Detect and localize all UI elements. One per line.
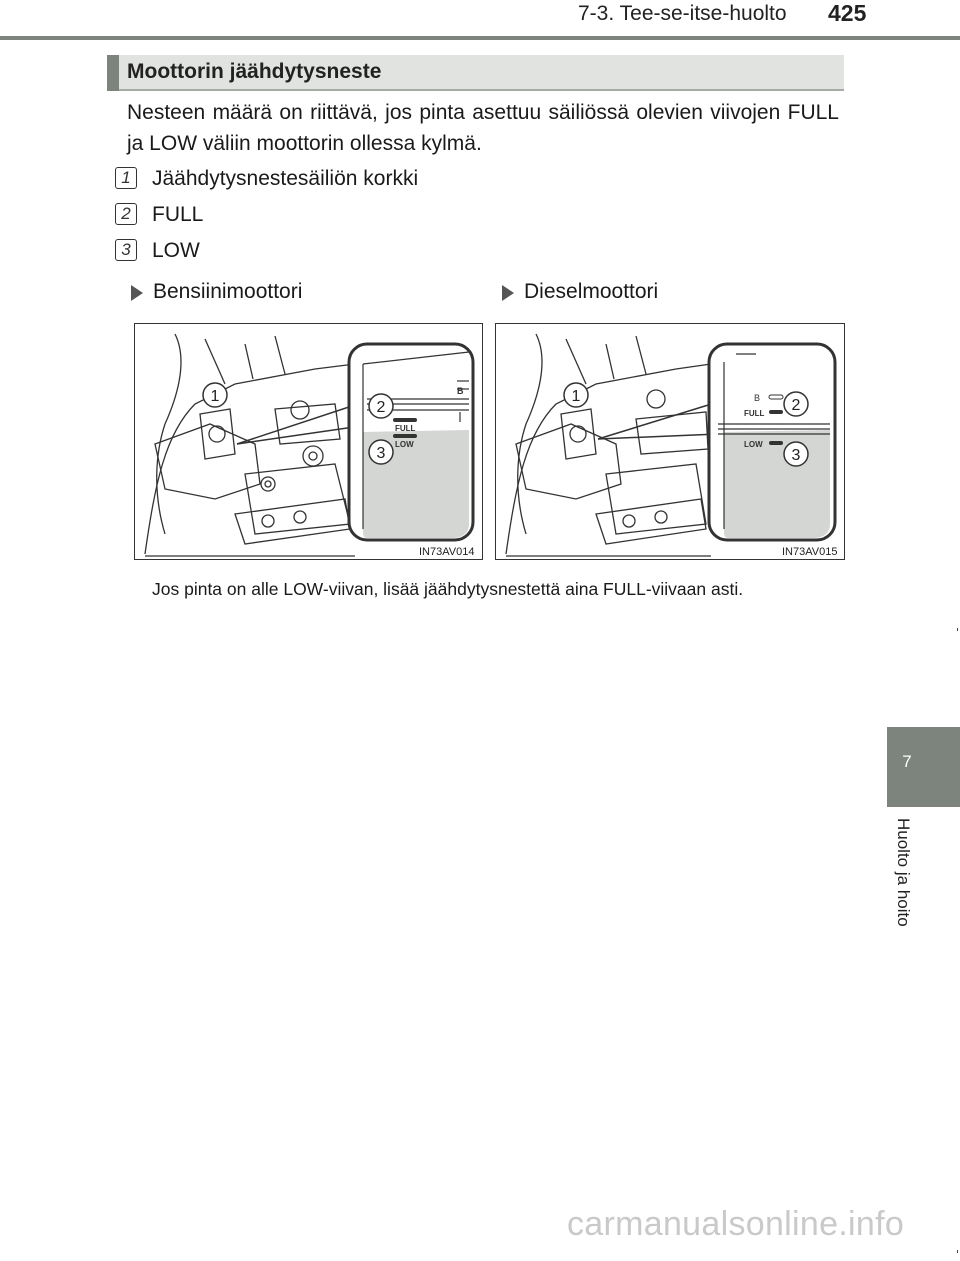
figure-diesel-engine: [495, 323, 845, 560]
chapter-label: Huolto ja hoito: [894, 818, 913, 927]
item-number-icon: 2: [115, 203, 137, 225]
variant-label-diesel: Dieselmoottori: [524, 280, 659, 303]
intro-paragraph: Nesteen määrä on riittävä, jos pinta asettuu säiliössä olevien viivojen FULL ja LOW väliin moottorin ollessa kylmä.: [127, 101, 839, 155]
callout-1: 1: [571, 388, 581, 405]
item-label-low: LOW: [152, 239, 200, 262]
tank-label-full: FULL: [395, 424, 416, 433]
tank-label-low: LOW: [395, 440, 414, 449]
header-rule: [0, 36, 960, 40]
header-section-title: 7-3. Tee-se-itse-huolto: [578, 2, 787, 25]
crop-mark: [957, 1250, 958, 1253]
callout-3: 3: [791, 447, 801, 464]
figure-code: IN73AV014: [419, 546, 475, 558]
crop-mark: [957, 628, 958, 631]
note-text: Jos pinta on alle LOW-viivan, lisää jäähdytysnestettä aina FULL-viivaan asti.: [152, 579, 744, 599]
section-title: Moottorin jäähdytysneste: [127, 60, 382, 83]
item-number-icon: 1: [115, 167, 137, 189]
engine-bay-illustration: [496, 324, 843, 558]
figure-petrol-engine: [134, 323, 483, 560]
section-title-accent: [107, 55, 119, 91]
callout-3: 3: [376, 445, 386, 462]
triangle-bullet-icon: [131, 285, 143, 301]
tank-label-b: B: [754, 393, 761, 403]
item-label-cap: Jäähdytysnestesäiliön korkki: [152, 167, 419, 190]
callout-2: 2: [376, 399, 386, 416]
coolant-level-fill: [724, 430, 830, 538]
item-number-icon: 3: [115, 239, 137, 261]
watermark: carmanualsonline.info: [567, 1205, 905, 1243]
callout-1: 1: [210, 388, 220, 405]
item-label-full: FULL: [152, 203, 204, 226]
callout-2: 2: [791, 397, 801, 414]
tank-label-b: B: [457, 386, 464, 396]
page-number: 425: [828, 0, 867, 26]
triangle-bullet-icon: [502, 285, 514, 301]
figure-code: IN73AV015: [782, 546, 838, 558]
tank-label-full: FULL: [744, 409, 765, 418]
variant-label-petrol: Bensiinimoottori: [153, 280, 303, 303]
tank-label-low: LOW: [744, 440, 763, 449]
engine-bay-illustration: [135, 324, 481, 558]
chapter-number: 7: [902, 752, 912, 771]
